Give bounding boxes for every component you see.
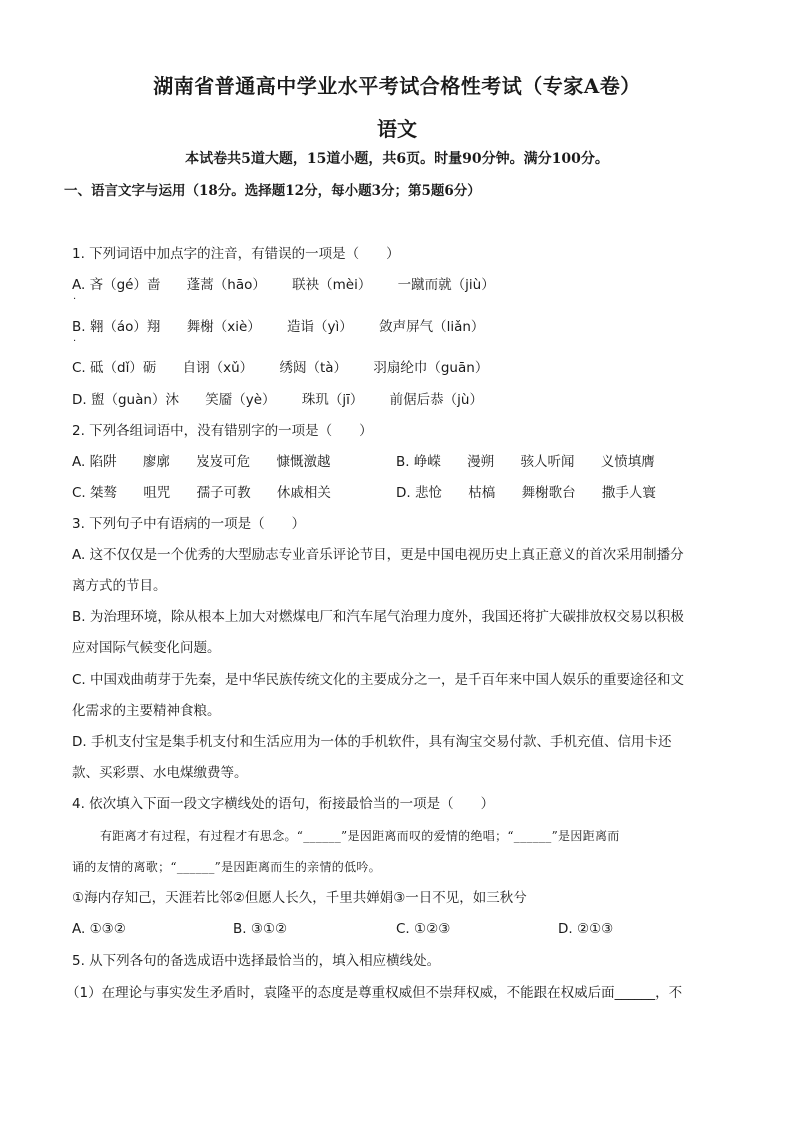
q1-option-c-item-3: 绣闼（tà） (279, 360, 348, 376)
q3-option-a-line-2: 离方式的节目。 (72, 578, 167, 594)
q1-option-a-item-3: 联袂（mèi） (292, 277, 372, 293)
q2-option-a (72, 452, 352, 472)
q2-option-d-item-2: 枯槁 (468, 485, 496, 501)
q1-option-c-label: C. (72, 360, 91, 376)
q2-option-c (72, 483, 353, 503)
q2-option-b (396, 452, 677, 472)
q2-stem: 2. 下列各组词语中，没有错别字的一项是（ ） (72, 423, 373, 439)
q1-option-d-item-4: 前倨后恭（jù） (389, 392, 483, 408)
q1-option-a (72, 275, 722, 295)
q2-option-a-item-2: 廖廓 (142, 454, 170, 470)
q4-option-b: B. ③①② (233, 921, 288, 937)
q3-option-c-line-1: C. 中国戏曲萌芽于先秦，是中华民族传统文化的主要成分之一，是千百年来中国人娱乐的重要途径和文 (72, 672, 685, 688)
q1-option-d-item-3: 珠玑（jī） (301, 392, 364, 408)
q1-option-d-label: D. (72, 392, 91, 408)
q1-option-d (72, 390, 722, 410)
exam-info: 本试卷共5道大题，15道小题，共6页。时量90分钟。满分100分。 (185, 151, 609, 167)
q2-option-b-item-2: 漫朔 (467, 454, 495, 470)
q1-option-c (72, 358, 722, 378)
q2-option-b-item-1: 峥嵘 (413, 454, 441, 470)
q5-part-1: （1）在理论与事实发生矛盾时，袁隆平的态度是尊重权威但不崇拜权威，不能跟在权威后面______，不 (66, 985, 683, 1001)
q1-option-b-item-2: 舞榭（xiè） (186, 319, 261, 335)
q1-option-d-item-1: 盥（guàn）沐 (90, 392, 179, 408)
exam-subject: 语文 (377, 117, 417, 141)
q3-option-d-line-1: D. 手机支付宝是集手机支付和生活应用为一体的手机软件，具有淘宝交易付款、手机充值、信用卡还 (72, 734, 672, 750)
q2-option-c-item-2: 咀咒 (143, 485, 171, 501)
section-heading: 一、语言文字与运用（18分。选择题12分，每小题3分；第5题6分） (64, 183, 481, 199)
q4-quotes: ①海内存知己，天涯若比邻②但愿人长久，千里共婵娟③一日不见，如三秋兮 (72, 890, 527, 906)
q2-option-a-item-3: 岌岌可危 (196, 454, 251, 470)
q2-option-c-item-1: 桀骜 (90, 485, 118, 501)
q4-option-a: A. ①③② (72, 921, 126, 937)
q1-option-b-item-3: 造诣（yì） (287, 319, 353, 335)
q2-option-b-label: B. (396, 454, 414, 470)
q1-option-a-item-4: 一蹴而就（jiù） (397, 277, 495, 293)
q2-option-a-item-1: 陷阱 (89, 454, 117, 470)
q2-option-a-item-4: 慷慨激越 (276, 454, 331, 470)
q2-option-b-item-3: 骇人听闻 (520, 454, 575, 470)
q1-option-d-item-2: 笑靥（yè） (205, 392, 276, 408)
q1-option-c-item-1: 砥（dǐ）砺 (90, 360, 157, 376)
q4-option-c: C. ①②③ (396, 921, 451, 937)
q3-option-a-line-1: A. 这不仅仅是一个优秀的大型励志专业音乐评论节目，更是中国电视历史上真正意义的首次采用制播分 (72, 547, 684, 563)
q1-option-b-label: B. (72, 319, 90, 335)
q1-option-a-item-2: 蓬蒿（hāo） (186, 277, 266, 293)
exam-title: 湖南省普通高中学业水平考试合格性考试（专家A卷） (153, 74, 641, 98)
q2-option-d-item-4: 撒手人寰 (601, 485, 656, 501)
q1-option-a-item-1: 吝（gé）啬 (89, 277, 161, 293)
q4-stem: 4. 依次填入下面一段文字横线处的语句，衔接最恰当的一项是（ ） (72, 796, 495, 812)
emphasis-dot: · (73, 336, 77, 347)
q1-option-c-item-4: 羽扇纶巾（guān） (373, 360, 489, 376)
q3-option-c-line-2: 化需求的主要精神食粮。 (72, 703, 221, 719)
q1-option-b-item-1: 翱（áo）翔 (89, 319, 161, 335)
q1-option-b-item-4: 敛声屏气（liǎn） (379, 319, 485, 335)
q2-option-d (396, 483, 678, 503)
q2-option-c-item-3: 孺子可教 (196, 485, 251, 501)
q1-option-a-label: A. (72, 277, 90, 293)
q4-passage-line-1: 有距离才有过程，有过程才有思念。“______”是因距离而叹的爱情的绝唱；“______”是因距离而 (100, 829, 620, 843)
q2-option-d-item-1: 悲怆 (414, 485, 442, 501)
q3-stem: 3. 下列句子中有语病的一项是（ ） (72, 516, 306, 532)
q2-option-c-item-4: 休戚相关 (276, 485, 331, 501)
q4-option-d: D. ②①③ (558, 921, 614, 937)
q2-option-c-label: C. (72, 485, 91, 501)
q4-passage-line-2: 诵的友情的离歌；“______”是因距离而生的亲情的低吟。 (72, 860, 381, 874)
q2-option-d-item-3: 舞榭歌台 (521, 485, 576, 501)
q3-option-b-line-2: 应对国际气候变化问题。 (72, 640, 221, 656)
emphasis-dot: · (73, 294, 77, 305)
q2-option-b-item-4: 义愤填膺 (600, 454, 655, 470)
q3-option-b-line-1: B. 为治理环境，除从根本上加大对燃煤电厂和汽车尾气治理力度外，我国还将扩大碳排放权交易以积极 (72, 609, 684, 625)
q1-stem: 1. 下列词语中加点字的注音，有错误的一项是（ ） (72, 246, 400, 262)
q5-stem: 5. 从下列各句的备选成语中选择最恰当的，填入相应横线处。 (72, 953, 441, 969)
q2-option-a-label: A. (72, 454, 90, 470)
q1-option-c-item-2: 自诩（xǔ） (182, 360, 254, 376)
q3-option-d-line-2: 款、买彩票、水电煤缴费等。 (72, 765, 248, 781)
q1-option-b (72, 317, 722, 337)
q2-option-d-label: D. (396, 485, 415, 501)
